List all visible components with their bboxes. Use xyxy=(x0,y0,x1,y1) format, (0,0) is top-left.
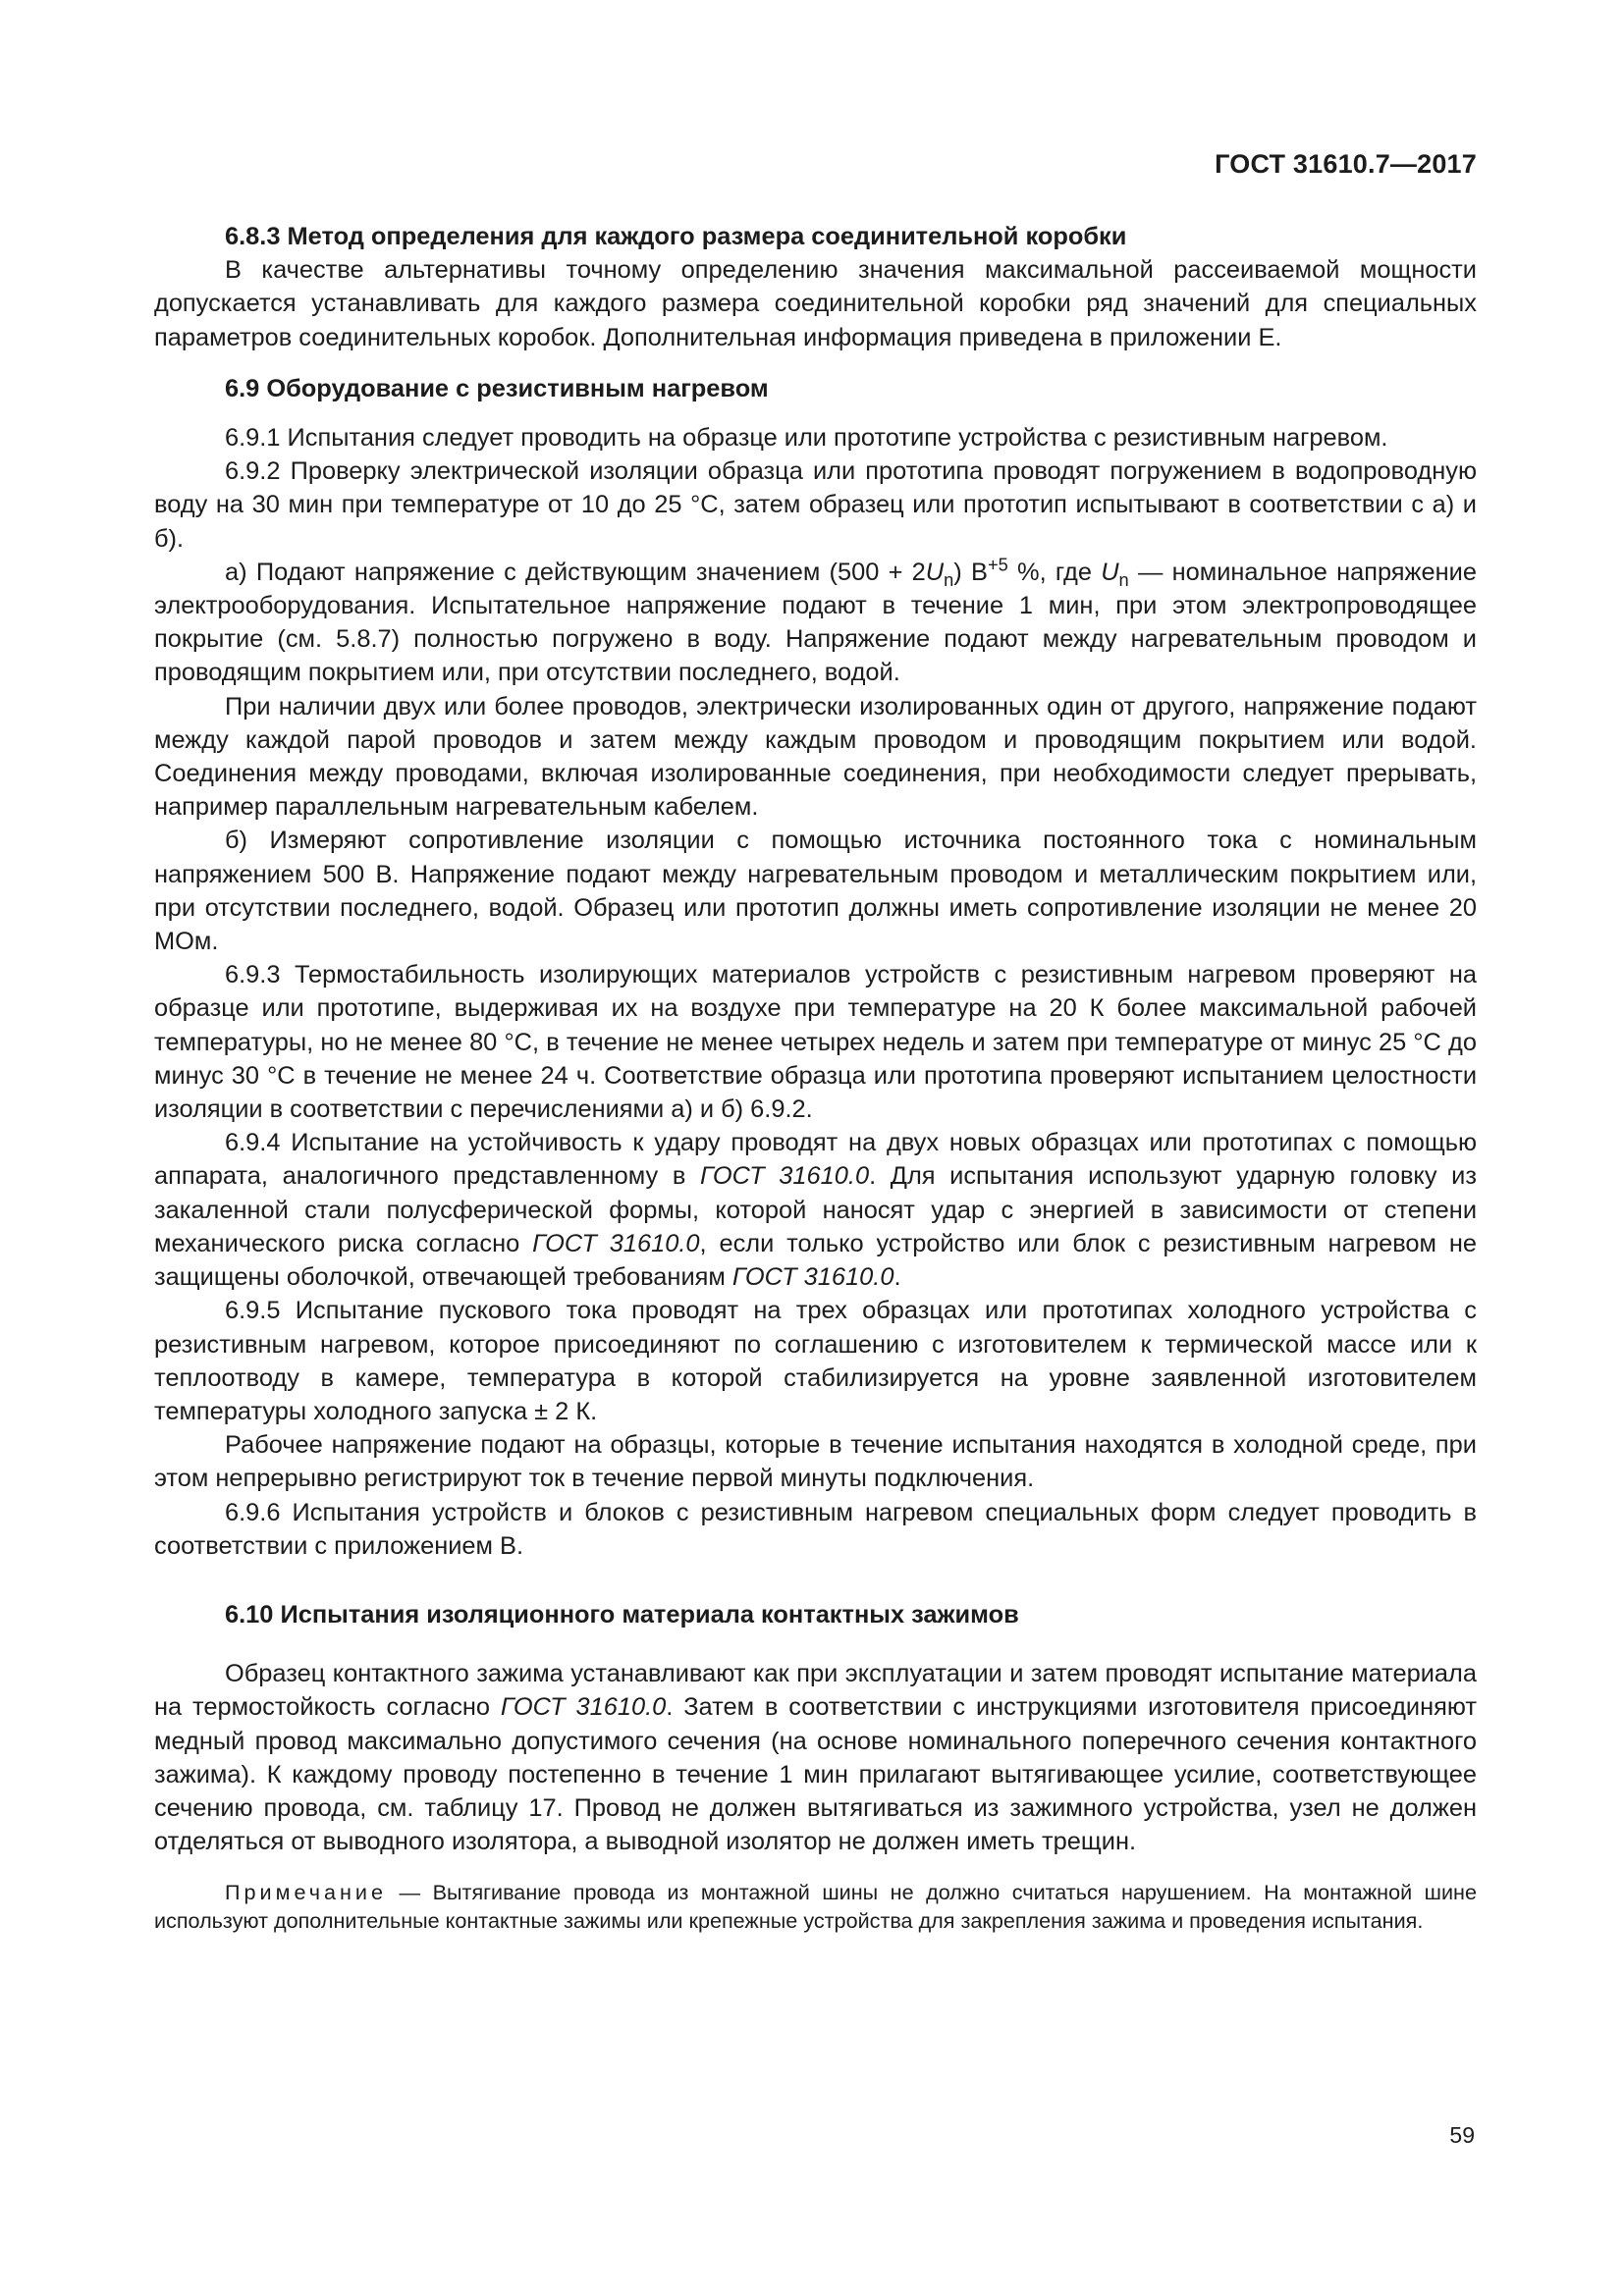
section-heading-6-8-3: 6.8.3 Метод определения для каждого размера соединительной коробки xyxy=(225,223,1127,250)
paragraph-6-9-2-b: б) Измеряют сопротивление изоляции с помощью источника постоянного тока с номинальным напряжением 500 В. Напряжение подают между нагревательным проводом и металлическим покрытием или, при отсутствии последнего, водой. Образец или прототип должны иметь сопротивление изоляции не менее 20 МОм. xyxy=(154,827,1477,956)
standard-header: ГОСТ 31610.7—2017 xyxy=(1215,149,1477,179)
note-text: — Вытягивание провода из монтажной шины не должно считаться нарушением. На монтажной шине используют дополнительные контактные зажимы или крепежные устройства для закрепления зажима и проведения испытания. xyxy=(154,1880,1477,1934)
section-heading-6-9: 6.9 Оборудование с резистивным нагревом xyxy=(225,374,769,402)
page-number: 59 xyxy=(1449,2122,1475,2148)
standard-reference: ГОСТ 31610.0 xyxy=(731,1263,894,1292)
note xyxy=(154,1878,1477,1935)
paragraph-working-voltage: Рабочее напряжение подают на образцы, которые в течение испытания находятся в холодной среде, при этом непрерывно регистрируют ток в течение первой минуты подключения. xyxy=(154,1431,1477,1493)
paragraph-6-9-1: 6.9.1 Испытания следует проводить на образце или прототипе устройства с резистивным нагревом. xyxy=(225,424,1388,453)
paragraph-6-9-6: 6.9.6 Испытания устройств и блоков с резистивным нагревом специальных форм следует проводить в соответствии с приложением В. xyxy=(154,1498,1477,1560)
paragraph: В качестве альтернативы точному определению значения максимальной рассеиваемой мощности допускается устанавливать для каждого размера соединительной коробки ряд значений для специальных параметров соединительных коробок. Дополнительная информация приведена в приложении Е. xyxy=(154,256,1477,351)
paragraph-wires: При наличии двух или более проводов, электрически изолированных один от другого, напряжение подают между каждой парой проводов и затем между каждым проводом и проводящим покрытием или водой. Соединения между проводами, включая изолированные соединения, при необходимости следует прерывать, например параллельным нагревательным кабелем. xyxy=(154,692,1477,822)
standard-reference: ГОСТ 31610.0 xyxy=(699,1162,870,1191)
document-body xyxy=(154,220,1477,1935)
standard-reference: ГОСТ 31610.0 xyxy=(532,1229,700,1257)
section-heading-6-10: 6.10 Испытания изоляционного материала контактных зажимов xyxy=(225,1600,1019,1629)
standard-reference: ГОСТ 31610.0 xyxy=(500,1693,667,1722)
paragraph-6-9-4: 6.9.4 Испытание на устойчивость к удару проводят на двух новых образцах или прототипах с помощью аппарата, аналогичного представленному в ГОСТ 31610.0. Для испытания используют ударную головку из закаленной стали полусферической формы, которой наносят удар с энергией в зависимости от степени механического риска согласно ГОСТ 31610.0, если только устройство или блок с резистивным нагревом не защищены оболочкой, отвечающей требованиям ГОСТ 31610.0. xyxy=(154,1129,1478,1292)
paragraph-6-10: Образец контактного зажима устанавливают как при эксплуатации и затем проводят испытание материала на термостойкость согласно ГОСТ 31610.0. Затем в соответствии с инструкциями изготовителя присоединяют медный провод максимально допустимого сечения (на основе номинального поперечного сечения контактного зажима). К каждому проводу постепенно в течение 1 мин прилагают вытягивающее усилие, соответствующее сечению провода, см. таблицу 17. Провод не должен вытягиваться из зажимного устройства, узел не должен отделяться от выводного изолятора, а выводной изолятор не должен иметь трещин. xyxy=(154,1660,1477,1856)
paragraph-6-9-3: 6.9.3 Термостабильность изолирующих материалов устройств с резистивным нагревом проверяют на образце или прототипе, выдерживая их на воздухе при температуре на 20 К более максимальной рабочей температуры, но не менее 80 °С, в течение не менее четырех недель и затем при температуре от минус 25 °С до минус 30 °С в течение не менее 24 ч. Соответствие образца или прототипа проверяют испытанием целостности изоляции в соответствии с перечислениями а) и б) 6.9.2. xyxy=(154,961,1477,1124)
note-label: Примечание xyxy=(225,1880,387,1905)
paragraph-6-9-2-a: а) Подают напряжение с действующим значением $(500 + 2U_n)$ $В^{+5}$ %, где $U_n$ — номинальное напряжение электрооборудования. Испытательное напряжение подают в течение 1 мин, при этом электропроводящее покрытие (см. 5.8.7) полностью погружено в воду. Напряжение подают между нагревательным проводом и проводящим покрытием или, при отсутствии последнего, водой. xyxy=(154,554,1477,687)
paragraph-6-9-5: 6.9.5 Испытание пускового тока проводят на трех образцах или прототипах холодного устройства с резистивным нагревом, которое присоединяют по соглашению с изготовителем к термической массе или к теплоотводу в камере, температура в которой стабилизируется на уровне заявленной изготовителем температуры холодного запуска ± 2 К. xyxy=(154,1297,1477,1425)
paragraph-6-9-2: 6.9.2 Проверку электрической изоляции образца или прототипа проводят погружением в водопроводную воду на 30 мин при температуре от 10 до 25 °С, затем образец или прототип испытывают в соответствии с а) и б). xyxy=(154,457,1477,553)
